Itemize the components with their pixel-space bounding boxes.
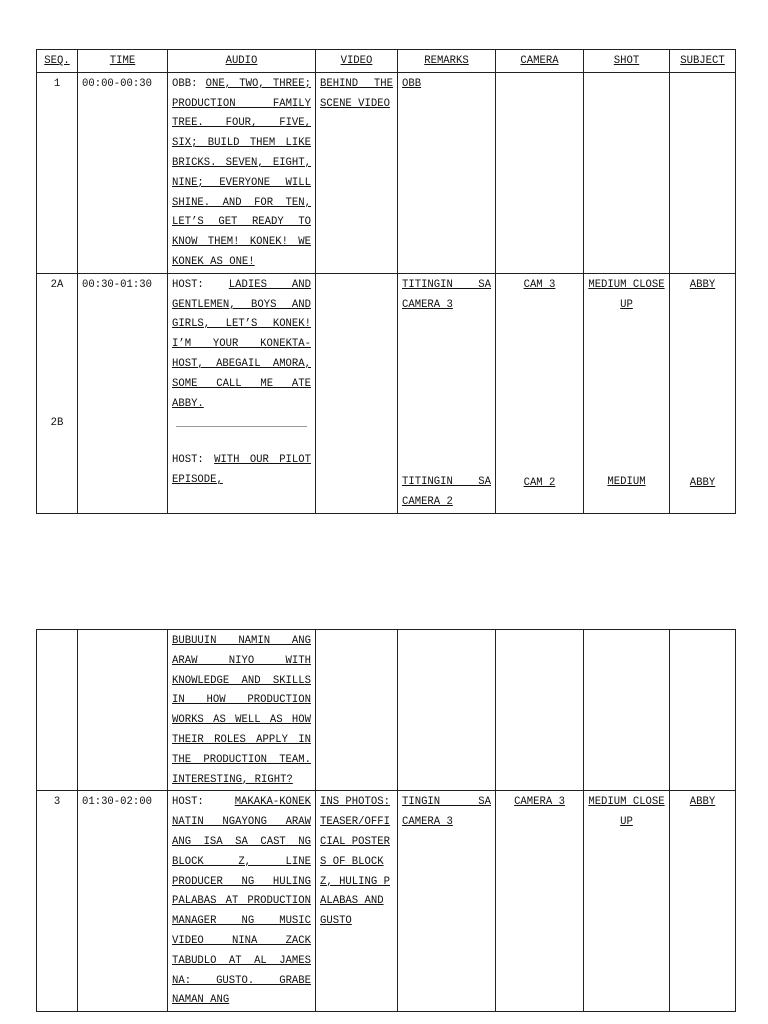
camera-cell: CAMERA 3 [496,791,584,1012]
header-camera: CAMERA [496,50,584,73]
audio-speaker: HOST: [172,796,235,809]
camera-2a: CAM 3 [523,278,556,291]
header-remarks: REMARKS [398,50,496,73]
remarks-2a: TITINGIN SA CAMERA 3 [402,278,491,311]
time-cell: 01:30-02:00 [78,791,168,1012]
audio-cell [168,72,316,273]
audio-speaker: OBB: [172,77,206,90]
time-cell: 00:30-01:30 [78,273,168,513]
remarks-2b: TITINGIN SA CAMERA 2 [402,476,491,509]
audio-text: WITH OUR PILOT EPISODE, [172,454,311,487]
header-audio: AUDIO [168,50,316,73]
seq-cell: 1 [37,72,78,273]
header-subject: SUBJECT [670,50,736,73]
seq-cell [37,273,78,513]
table-row [37,273,736,513]
audio-text: MAKAKA-KONEK NATIN NGAYONG ARAW ANG ISA SA CAST NG BLOCK Z, LINE PRODUCER NG HULING PALABAS AT PRODUCTION MANAGER NG MUSIC VIDEO NINA ZACK TABUDLO AT AL JAMES NA: GUSTO. GRABE NAMAN ANG [172,796,311,1007]
subject-2a: ABBY [689,278,716,291]
header-video: VIDEO [316,50,398,73]
shot-cell [584,630,670,791]
video-cell: BEHIND THE SCENE VIDEO [316,72,398,273]
seq-2a: 2A [50,278,64,291]
time-cell: 00:00-00:30 [78,72,168,273]
subject-2b: ABBY [689,476,716,489]
shot-cell [584,72,670,273]
subject-cell [670,273,736,513]
subject-cell: ABBY [670,791,736,1012]
video-cell [316,273,398,513]
shot-cell [584,273,670,513]
camera-cell [496,630,584,791]
header-row [37,50,736,73]
header-seq: SEQ. [37,50,78,73]
subject-cell [670,630,736,791]
audio-text: ONE, TWO, THREE; PRODUCTION FAMILY TREE. FOUR, FIVE, SIX; BUILD THEM LIKE BRICKS. SEVEN, EIGHT, NINE; EVERYONE WILL SHINE. AND FOR TEN, LET’S GET READY TO KNOW THEM! KONEK! WE KONEK AS ONE! [172,77,311,268]
camera-2b: CAM 2 [523,476,556,489]
video-cell [316,630,398,791]
script-table-page-1 [36,49,736,514]
video-cell: INS PHOTOS: TEASER/OFFICIAL POSTERS OF BLOCK Z, HULING PALABAS AND GUSTO [316,791,398,1012]
seq-cell [37,630,78,791]
audio-cell [168,273,316,513]
audio-text: LADIES AND GENTLEMEN, BOYS AND GIRLS, LET’S KONEK! I’M YOUR KONEKTA-HOST, ABEGAIL AMORA, SOME CALL ME ATE ABBY. [172,278,311,410]
audio-speaker: HOST: [172,454,215,467]
audio-cell [168,791,316,1012]
remarks-cell: TINGIN SA CAMERA 3 [398,791,496,1012]
remarks-cell: OBB [398,72,496,273]
seq-cell: 3 [37,791,78,1012]
seq-2b: 2B [50,416,64,429]
shot-2a: MEDIUM CLOSE UP [588,278,665,311]
camera-cell [496,72,584,273]
header-time: TIME [78,50,168,73]
audio-cell: BUBUUIN NAMIN ANG ARAW NIYO WITH KNOWLEDGE AND SKILLS IN HOW PRODUCTION WORKS AS WELL AS HOW THEIR ROLES APPLY IN THE PRODUCTION TEAM. INTERESTING, RIGHT? [168,630,316,791]
time-cell [78,630,168,791]
shot-2b: MEDIUM [607,476,646,489]
remarks-cell [398,273,496,513]
audio-speaker: HOST: [172,278,229,291]
header-shot: SHOT [584,50,670,73]
remarks-cell [398,630,496,791]
table-row [37,630,736,791]
shot-cell: MEDIUM CLOSE UP [584,791,670,1012]
table-row [37,791,736,1012]
script-table-page-2 [36,629,736,1012]
camera-cell [496,273,584,513]
table-row [37,72,736,273]
blank-fill-line [176,426,307,427]
subject-cell [670,72,736,273]
